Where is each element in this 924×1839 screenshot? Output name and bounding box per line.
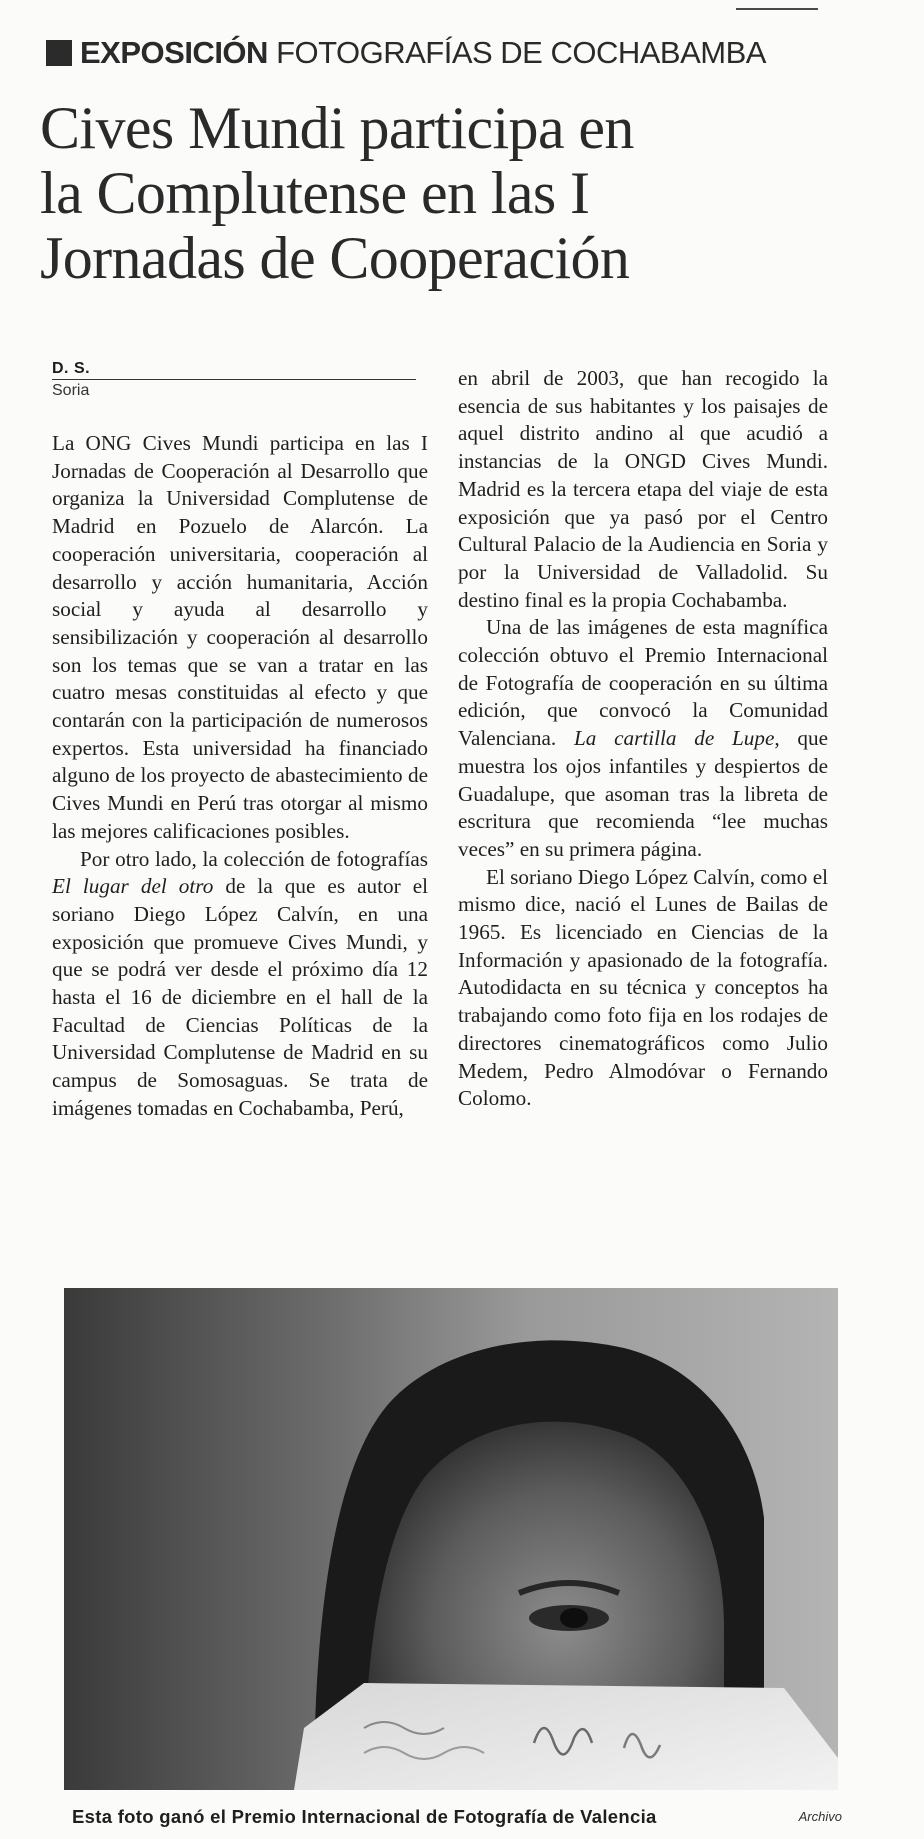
exhibition-title: El lugar del otro <box>52 874 214 899</box>
body-paragraph: en abril de 2003, que han recogido la esencia de sus habitantes y los paisajes de aquel distrito andino al que acudió a instancias de la ONGD Cives Mundi. Madrid es la tercera etapa del viaje de esta exposición que ya pasó por el Centro Cultural Palacio de la Audiencia en Soria y por la Universidad de Valladolid. Su destino final es la propia Cochabamba. <box>458 366 828 612</box>
kicker-topic: FOTOGRAFÍAS DE COCHABAMBA <box>276 35 766 70</box>
byline-author: D. S. <box>52 360 91 377</box>
caption-text: Esta foto ganó el Premio Internacional de Fotografía de Valencia <box>72 1806 657 1827</box>
headline-line: la Complutense en las I <box>40 160 590 226</box>
byline-rule <box>52 379 416 380</box>
kicker-section: EXPOSICIÓN <box>80 35 268 70</box>
section-marker-square <box>46 40 72 66</box>
body-paragraph: El soriano Diego López Calvín, como el mismo dice, nació el Lunes de Bailas de 1965. Es licenciado en Ciencias de la Información y apasionado de la fotografía. Autodidacta en su técnica y conceptos ha trabajando como foto fija en los rodajes de directores cinematográficos como Julio Medem, Pedro Almodóvar o Fernando Colomo. <box>458 864 828 1111</box>
section-kicker <box>46 34 766 72</box>
article-column-left <box>52 430 428 1123</box>
byline <box>52 360 416 400</box>
headline-line: Jornadas de Cooperación <box>40 225 630 291</box>
photo-title: La cartilla de Lupe <box>573 726 775 751</box>
body-text: Por otro lado, la colección de fotografías <box>80 846 428 871</box>
photo-credit: Archivo <box>798 1809 842 1824</box>
headline-line: Cives Mundi participa en <box>40 95 634 161</box>
byline-place: Soria <box>52 382 90 399</box>
headline <box>40 96 830 291</box>
body-paragraph <box>458 614 828 863</box>
body-paragraph <box>52 846 428 1123</box>
body-text: , que muestra los ojos infantiles y despiertos de Guadalupe, que asoman tras la libreta de escritura que recomienda “lee muchas veces” en su primera página. <box>458 726 828 861</box>
photo-illustration <box>64 1288 838 1790</box>
body-text: de la que es autor el soriano Diego López Calvín, en una exposición que promueve Cives Mundi, y que se podrá ver desde el próximo día 12 hasta el 16 de diciembre en el hall de la Facultad de Ciencias Políticas de la Universidad Complutense de Madrid en su campus de Somosaguas. Se trata de imágenes tomadas en Cochabamba, Perú, <box>52 874 428 1120</box>
article-photo <box>64 1288 838 1790</box>
body-paragraph: La ONG Cives Mundi participa en las I Jornadas de Cooperación al Desarrollo que organiza la Universidad Complutense de Madrid en Pozuelo de Alarcón. La cooperación universitaria, cooperación al desarrollo y acción humanitaria, Acción social y ayuda al desarrollo y sensibilización y cooperación al desarrollo son los temas que se van a tratar en las cuatro mesas constituidas al efecto y que contarán con la participación de numerosos expertos. Esta universidad ha financiado alguno de los proyecto de abastecimiento de Cives Mundi en Perú tras otorgar al mismo las mejores calificaciones posibles. <box>52 431 428 843</box>
photo-caption <box>72 1806 842 1828</box>
body-text: Una de las imágenes de esta magnífica colección obtuvo el Premio Internacional de Fotografía de cooperación en su última edición, que convocó la Comunidad Valenciana. <box>458 615 828 751</box>
corner-rule <box>736 8 818 10</box>
article-column-right <box>458 365 828 1113</box>
